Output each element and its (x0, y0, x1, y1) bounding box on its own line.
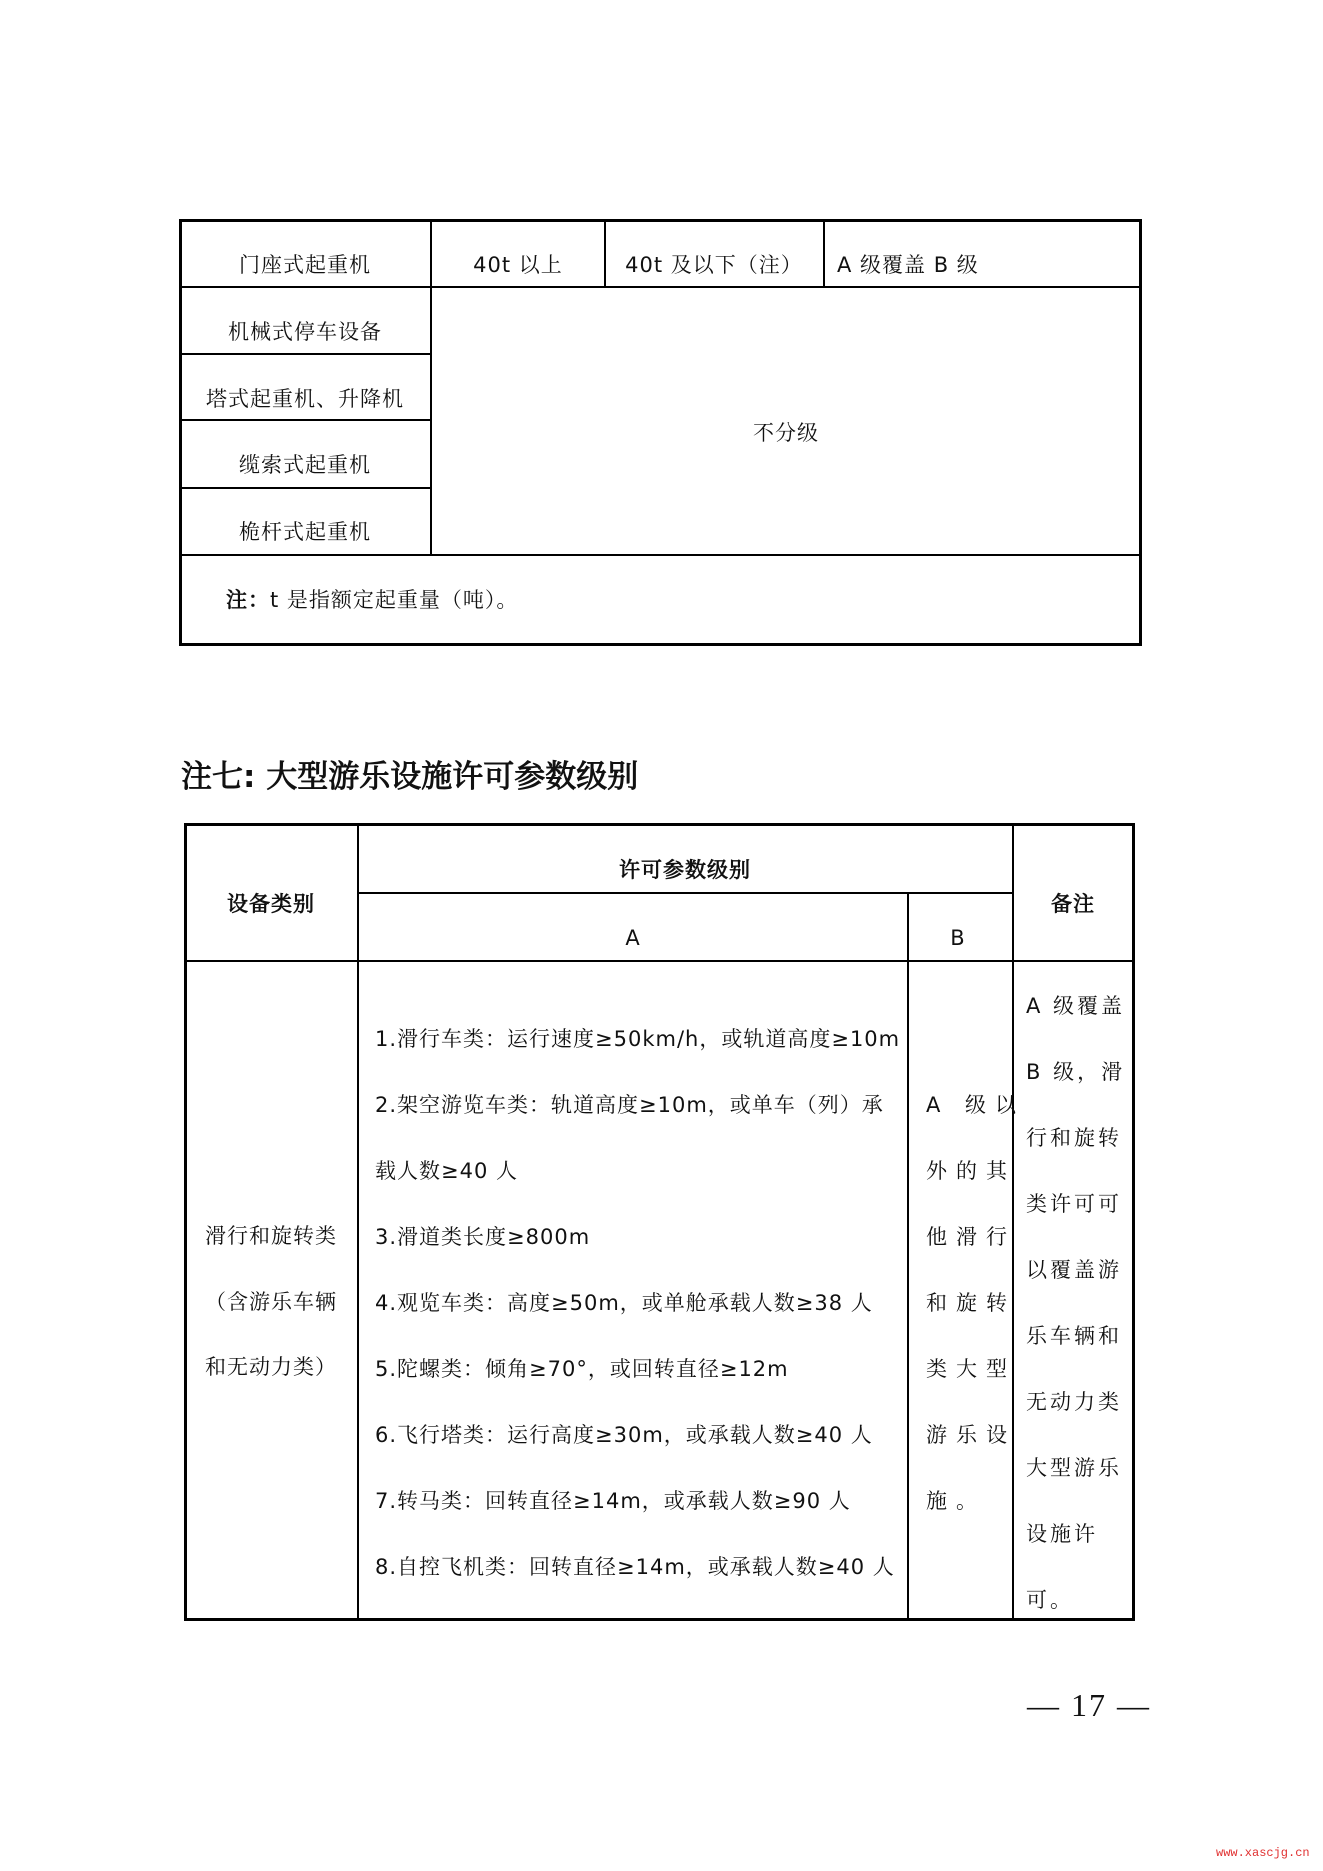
col-divider (604, 219, 606, 287)
row-divider (179, 353, 431, 355)
remark-line: 以覆盖游 (1026, 1258, 1122, 1282)
table-border (184, 823, 187, 1621)
watermark: www.xascjg.cn (1216, 1846, 1310, 1860)
remark-line: 类许可可 (1026, 1192, 1122, 1216)
grade-a-line: 4.观览车类：高度≥50m，或单舱承载人数≥38 人 (375, 1291, 873, 1315)
table-border (184, 1618, 1135, 1621)
equipment-cell: 缆索式起重机 (239, 453, 371, 477)
remark-cell: A 级覆盖 B 级 (837, 253, 979, 277)
row-divider (179, 487, 431, 489)
equipment-cell: 塔式起重机、升降机 (206, 387, 404, 411)
grade-a-line: 5.陀螺类：倾角≥70°，或回转直径≥12m (375, 1357, 789, 1381)
equipment-cell: 桅杆式起重机 (239, 520, 371, 544)
remark-line: 乐车辆和 (1026, 1324, 1122, 1348)
note-text: t 是指额定起重量（吨）。 (270, 588, 519, 612)
remark-line: 无动力类 (1026, 1390, 1122, 1414)
header-remark: 备注 (1051, 892, 1095, 916)
table-note (226, 580, 518, 620)
category-line: 和无动力类） (205, 1355, 337, 1379)
col-divider (907, 893, 909, 1620)
grade-a-line: 6.飞行塔类：运行高度≥30m，或承载人数≥40 人 (375, 1423, 873, 1447)
col-divider (823, 219, 825, 287)
grade-b-cell: 40t 及以下（注） (625, 253, 803, 277)
col-divider (357, 823, 359, 1620)
category-line: （含游乐车辆 (205, 1290, 337, 1314)
grade-b-line: 施。 (926, 1489, 986, 1513)
row-divider (179, 419, 431, 421)
remark-line: A 级覆盖 (1026, 994, 1126, 1018)
header-grade-a: A (625, 926, 641, 950)
table-border (1132, 823, 1135, 1621)
remark-line: 设施许 (1026, 1522, 1098, 1546)
row-divider (179, 286, 1142, 288)
section-heading: 注七: 大型游乐设施许可参数级别 (181, 759, 639, 795)
grade-a-line: 1.滑行车类：运行速度≥50km/h，或轨道高度≥10m (375, 1027, 901, 1051)
grade-b-line: 外的其 (926, 1159, 1016, 1183)
header-grade-b: B (950, 926, 966, 950)
grade-a-line: 2.架空游览车类：轨道高度≥10m，或单车（列）承 (375, 1093, 884, 1117)
table-border (1139, 219, 1142, 646)
table-border (184, 823, 1135, 826)
remark-line: 行和旋转 (1026, 1126, 1122, 1150)
category-line: 滑行和旋转类 (205, 1224, 337, 1248)
header-params: 许可参数级别 (619, 858, 751, 882)
remark-line: 大型游乐 (1026, 1456, 1122, 1480)
note-label: 注： (226, 588, 270, 612)
table-border (179, 643, 1142, 646)
grade-b-line: A 级以 (926, 1093, 1026, 1117)
remark-line: B 级，滑 (1026, 1060, 1126, 1084)
grade-a-line: 7.转马类：回转直径≥14m，或承载人数≥90 人 (375, 1489, 851, 1513)
grade-b-line: 和旋转 (926, 1291, 1016, 1315)
grade-b-line: 他滑行 (926, 1225, 1016, 1249)
grade-b-line: 类大型 (926, 1357, 1016, 1381)
grade-a-line: 8.自控飞机类：回转直径≥14m，或承载人数≥40 人 (375, 1555, 895, 1579)
header-category: 设备类别 (227, 892, 315, 916)
remark-line: 可。 (1026, 1588, 1074, 1612)
table-border (179, 219, 182, 646)
equipment-cell: 机械式停车设备 (228, 320, 382, 344)
grade-a-line: 载人数≥40 人 (375, 1159, 518, 1183)
grade-a-line: 3.滑道类长度≥800m (375, 1225, 591, 1249)
ungraded-cell: 不分级 (753, 421, 819, 445)
grade-a-cell: 40t 以上 (473, 253, 563, 277)
row-divider (358, 892, 1013, 894)
page-number: — 17 — (1027, 1687, 1151, 1723)
equipment-cell: 门座式起重机 (239, 253, 371, 277)
row-divider (179, 554, 1142, 556)
col-divider (430, 219, 432, 555)
table-border (179, 219, 1142, 222)
row-divider (184, 960, 1135, 962)
grade-b-line: 游乐设 (926, 1423, 1016, 1447)
